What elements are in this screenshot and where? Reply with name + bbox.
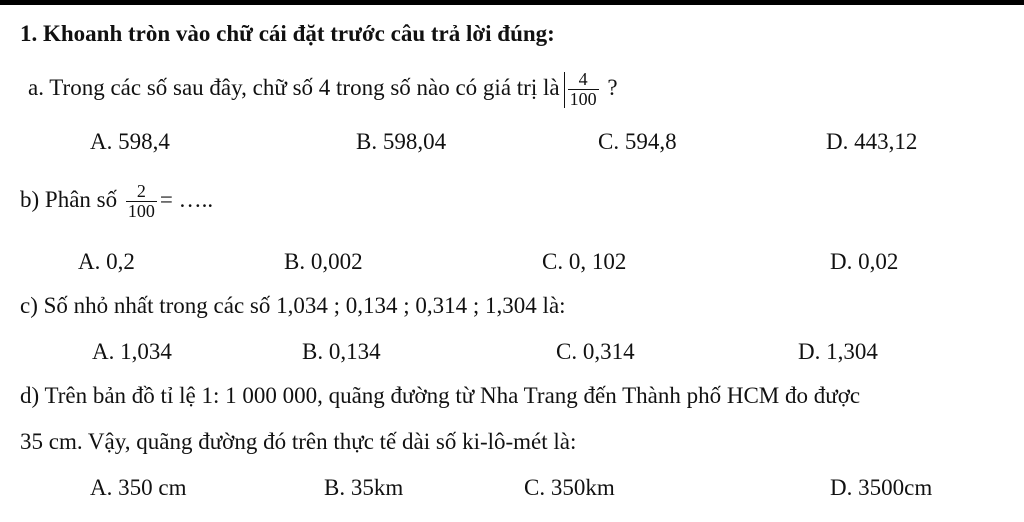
question-b xyxy=(20,180,213,221)
option-d-C[interactable]: C. 350km xyxy=(524,475,615,500)
option-c-B[interactable]: B. 0,134 xyxy=(302,339,381,364)
option-b-C[interactable]: C. 0, 102 xyxy=(542,249,627,274)
fraction-a-denominator: 100 xyxy=(569,89,597,110)
question-c-text: c) Số nhỏ nhất trong các số 1,034 ; 0,134 ; 0,314 ; 1,304 là: xyxy=(20,293,566,318)
vertical-bar xyxy=(564,72,565,108)
exercise-heading: 1. Khoanh tròn vào chữ cái đặt trước câu trả lời đúng: xyxy=(20,21,555,46)
option-a-A[interactable]: A. 598,4 xyxy=(90,129,170,154)
option-a-C[interactable]: C. 594,8 xyxy=(598,129,677,154)
fraction-b-numerator: 2 xyxy=(136,181,146,202)
option-d-D[interactable]: D. 3500cm xyxy=(830,475,933,500)
question-d-text: d) Trên bản đồ tỉ lệ 1: 1 000 000, quãng đường từ Nha Trang đến Thành phố HCM đo được xyxy=(20,383,861,408)
question-a xyxy=(28,70,618,109)
option-b-A[interactable]: A. 0,2 xyxy=(78,249,135,274)
option-a-B[interactable]: B. 598,04 xyxy=(356,129,447,154)
fraction-b-denominator: 100 xyxy=(127,201,155,222)
fraction-a xyxy=(568,70,599,109)
top-border xyxy=(0,0,1024,5)
question-a-mark: ? xyxy=(601,75,618,100)
option-b-D[interactable]: D. 0,02 xyxy=(830,249,899,274)
option-b-B[interactable]: B. 0,002 xyxy=(284,249,363,274)
fraction-a-numerator: 4 xyxy=(578,69,588,90)
question-a-text: a. Trong các số sau đây, chữ số 4 trong số nào có giá trị là xyxy=(28,75,560,100)
question-b-text: b) Phân số xyxy=(20,187,118,212)
option-c-C[interactable]: C. 0,314 xyxy=(556,339,635,364)
option-a-D[interactable]: D. 443,12 xyxy=(826,129,918,154)
question-b-equals: = ….. xyxy=(159,187,214,212)
option-c-D[interactable]: D. 1,304 xyxy=(798,339,878,364)
option-c-A[interactable]: A. 1,034 xyxy=(92,339,172,364)
option-d-B[interactable]: B. 35km xyxy=(324,475,404,500)
fraction-b xyxy=(126,182,157,221)
question-d-text-continued: 35 cm. Vậy, quãng đường đó trên thực tế dài số ki-lô-mét là: xyxy=(20,429,577,454)
option-d-A[interactable]: A. 350 cm xyxy=(90,475,187,500)
